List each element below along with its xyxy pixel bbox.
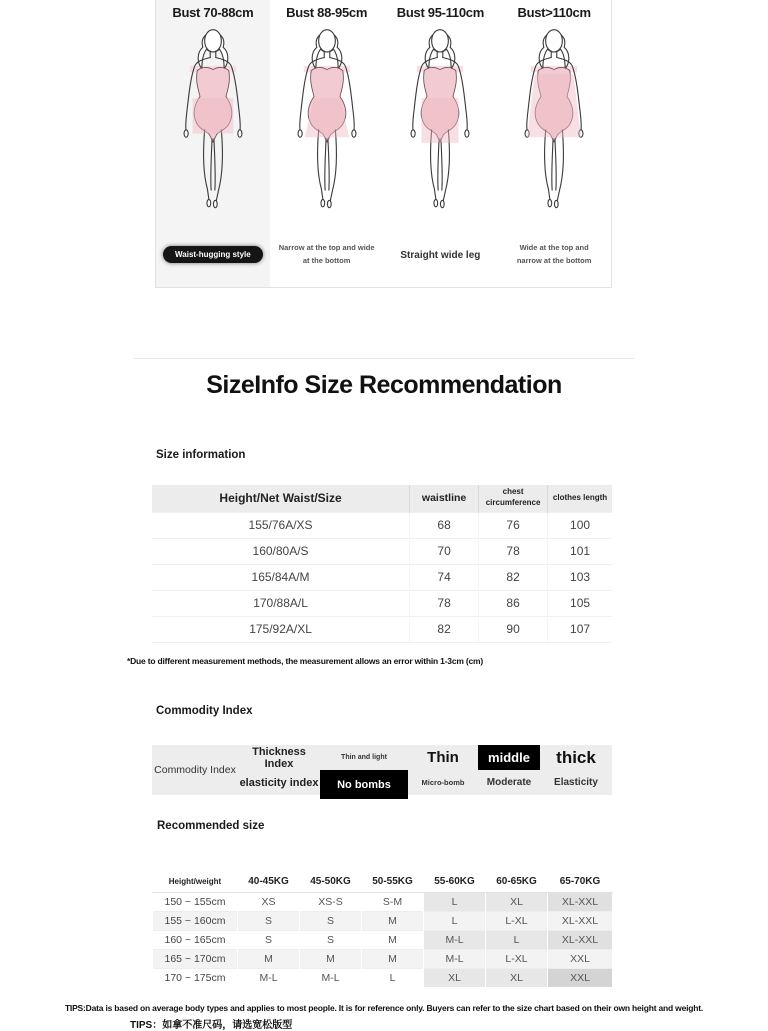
size-information-heading: Size information xyxy=(156,449,246,461)
cell-size: XL-XXL xyxy=(548,911,613,930)
cell-size: L xyxy=(424,911,486,930)
thickness-index-label: Thickness Index xyxy=(252,745,306,770)
cell-chest: 82 xyxy=(479,564,548,590)
thickness-option-thin: Thin xyxy=(427,749,459,766)
cell-size: XL xyxy=(486,968,548,987)
table-row xyxy=(152,590,612,616)
size-info-table xyxy=(152,485,612,643)
cell-size: M-L xyxy=(300,968,362,987)
elasticity-index-label: elasticity index xyxy=(239,776,319,789)
thickness-option-thin-and-light: Thin and light xyxy=(341,753,387,761)
col-header-height-weight: Height/weight xyxy=(153,872,238,892)
tips-text-clipped: TIPS：如拿不准尺码，请选宽松版型 xyxy=(130,1020,293,1031)
cell-size: M xyxy=(362,911,424,930)
bust-tab-88-95[interactable] xyxy=(270,0,384,287)
body-figure-illustration xyxy=(503,22,605,208)
cell-size: M xyxy=(362,930,424,949)
cell-height: 170 ~ 175cm xyxy=(153,968,238,987)
elasticity-option-no-bombs-selected: No bombs xyxy=(320,770,408,799)
cell-size: S xyxy=(238,911,300,930)
bust-tab-70-88[interactable] xyxy=(156,0,270,287)
elasticity-option-moderate: Moderate xyxy=(486,777,532,788)
cell-waistline: 78 xyxy=(410,590,479,616)
cell-size: 165/84A/M xyxy=(152,564,410,590)
cell-size: 170/88A/L xyxy=(152,590,410,616)
cell-size: L-XL xyxy=(486,949,548,968)
body-shape-panel xyxy=(155,0,612,288)
page-title: SizeInfo Size Recommendation xyxy=(206,371,562,399)
cell-size: S xyxy=(238,930,300,949)
cell-size: XXL xyxy=(548,968,613,987)
bust-tab-95-110[interactable] xyxy=(384,0,498,287)
table-row xyxy=(153,968,613,987)
cell-waistline: 68 xyxy=(410,512,479,538)
fit-overlay-shape xyxy=(192,98,233,133)
cell-size: S-M xyxy=(362,892,424,911)
col-header-40-45: 40-45KG xyxy=(238,872,300,892)
col-header-chest: chest circumference xyxy=(479,485,548,512)
bust-range-label: Bust 70-88cm xyxy=(172,5,254,20)
fit-overlay-shape xyxy=(422,98,459,143)
col-header-size: Height/Net Waist/Size xyxy=(152,485,410,512)
table-row xyxy=(152,564,612,590)
bust-tab-over-110[interactable] xyxy=(497,0,611,287)
fit-overlay-shape xyxy=(527,74,581,137)
cell-height: 155 ~ 160cm xyxy=(153,911,238,930)
recommended-size-table xyxy=(152,872,613,987)
elasticity-option-micro-bomb: Micro-bomb xyxy=(421,778,465,787)
tips-text: TIPS:Data is based on average body types and applies to most people. It is for reference only. Buyers can refer to the size chart based on their own height and weight. xyxy=(64,1003,704,1013)
body-figure-illustration xyxy=(276,22,378,208)
cell-height: 160 ~ 165cm xyxy=(153,930,238,949)
table-row xyxy=(152,616,612,642)
cell-height: 165 ~ 170cm xyxy=(153,949,238,968)
table-row xyxy=(152,538,612,564)
table-row xyxy=(152,512,612,538)
table-row xyxy=(153,911,613,930)
col-header-60-65: 60-65KG xyxy=(486,872,548,892)
thickness-option-middle-selected: middle xyxy=(478,745,540,770)
cell-size: XXL xyxy=(548,949,613,968)
cell-length: 107 xyxy=(548,616,612,642)
commodity-index-heading: Commodity Index xyxy=(156,705,253,717)
cell-length: 103 xyxy=(548,564,612,590)
section-divider xyxy=(134,358,634,359)
cell-size: 160/80A/S xyxy=(152,538,410,564)
cell-chest: 76 xyxy=(479,512,548,538)
table-row xyxy=(153,892,613,911)
cell-size: XL-XXL xyxy=(548,930,613,949)
cell-waistline: 82 xyxy=(410,616,479,642)
cell-chest: 86 xyxy=(479,590,548,616)
table-row xyxy=(153,949,613,968)
cell-size: XL xyxy=(486,892,548,911)
cell-size: XL-XXL xyxy=(548,892,613,911)
cell-length: 105 xyxy=(548,590,612,616)
cell-size: L xyxy=(486,930,548,949)
cell-length: 101 xyxy=(548,538,612,564)
style-caption-badge: Waist-hugging style xyxy=(163,246,263,263)
cell-height: 150 ~ 155cm xyxy=(153,892,238,911)
cell-size: M xyxy=(300,949,362,968)
cell-size: L xyxy=(424,892,486,911)
elasticity-option-elasticity: Elasticity xyxy=(554,777,598,788)
bust-range-label: Bust 88-95cm xyxy=(286,5,368,20)
cell-size: XL xyxy=(424,968,486,987)
recommended-size-heading: Recommended size xyxy=(157,820,265,832)
body-figure-illustration xyxy=(389,22,491,208)
commodity-index-table xyxy=(152,745,612,795)
cell-size: M xyxy=(362,949,424,968)
cell-waistline: 74 xyxy=(410,564,479,590)
cell-length: 100 xyxy=(548,512,612,538)
bust-range-label: Bust 95-110cm xyxy=(396,5,484,20)
col-header-55-60: 55-60KG xyxy=(424,872,486,892)
cell-size: XS-S xyxy=(300,892,362,911)
cell-chest: 78 xyxy=(479,538,548,564)
cell-waistline: 70 xyxy=(410,538,479,564)
cell-size: XS xyxy=(238,892,300,911)
style-caption: Wide at the top and narrow at the bottom xyxy=(516,243,592,265)
col-header-length: clothes length xyxy=(548,485,612,512)
cell-chest: 90 xyxy=(479,616,548,642)
measurement-footnote: *Due to different measurement methods, the measurement allows an error within 1-3cm (cm) xyxy=(127,656,484,666)
cell-size: 155/76A/XS xyxy=(152,512,410,538)
col-header-65-70: 65-70KG xyxy=(548,872,613,892)
style-caption: Narrow at the top and wide at the bottom xyxy=(278,243,375,265)
cell-size: L-XL xyxy=(486,911,548,930)
cell-size: M xyxy=(238,949,300,968)
cell-size: M-L xyxy=(238,968,300,987)
table-row xyxy=(153,930,613,949)
cell-size: S xyxy=(300,930,362,949)
body-figure-illustration xyxy=(162,22,264,208)
cell-size: M-L xyxy=(424,949,486,968)
cell-size: 175/92A/XL xyxy=(152,616,410,642)
col-header-waistline: waistline xyxy=(410,485,479,512)
col-header-50-55: 50-55KG xyxy=(362,872,424,892)
thickness-option-thick: thick xyxy=(556,747,596,767)
table-header-row xyxy=(152,485,612,512)
cell-size: L xyxy=(362,968,424,987)
bust-range-label: Bust>110cm xyxy=(517,5,591,20)
table-header-row xyxy=(153,872,613,892)
commodity-row-label: Commodity Index xyxy=(154,764,236,776)
style-caption: Straight wide leg xyxy=(400,250,481,261)
cell-size: S xyxy=(300,911,362,930)
cell-size: M-L xyxy=(424,930,486,949)
col-header-45-50: 45-50KG xyxy=(300,872,362,892)
